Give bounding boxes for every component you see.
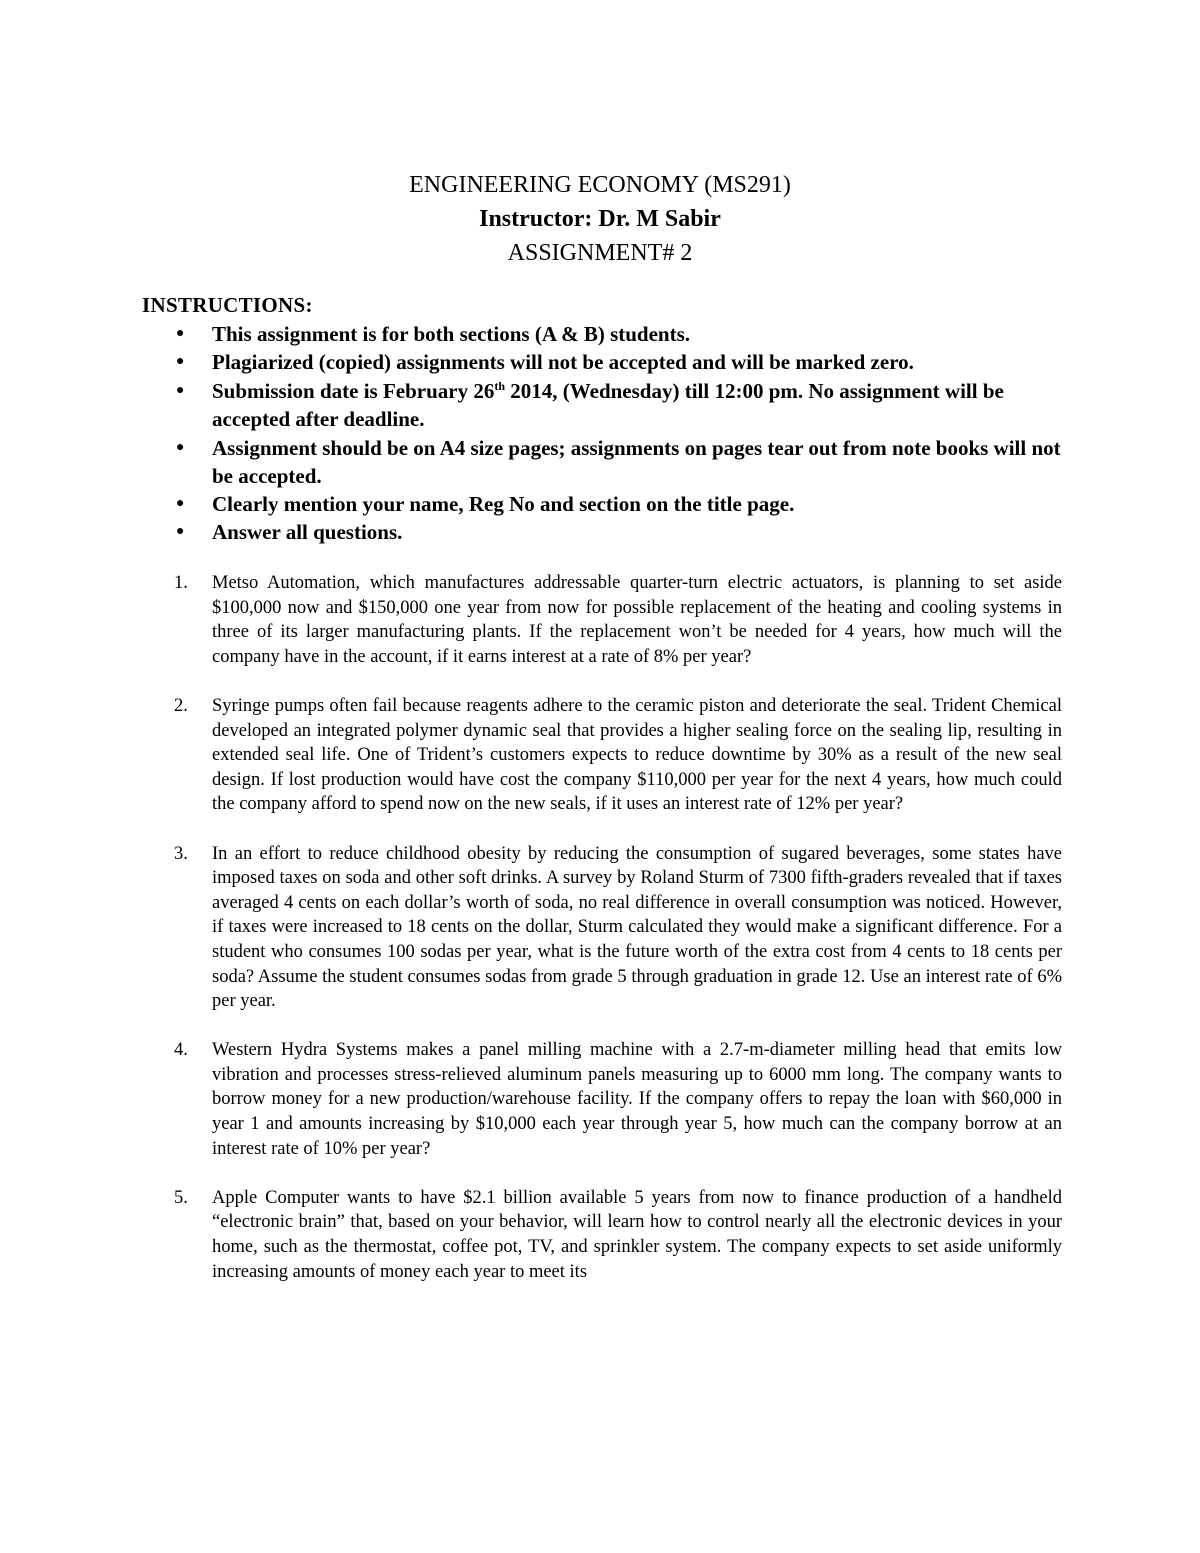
question-number: 2. bbox=[174, 695, 188, 716]
question-number: 4. bbox=[174, 1040, 188, 1061]
bullet-icon: ● bbox=[176, 496, 185, 511]
question-number: 1. bbox=[174, 573, 188, 593]
question-number: 5. bbox=[174, 1187, 188, 1208]
question-item bbox=[142, 1038, 1062, 1161]
instruction-text: Assignment should be on A4 size pages; assignments on pages tear out from note books will not be accepted. bbox=[212, 436, 1061, 488]
instruction-item bbox=[142, 320, 1062, 348]
bullet-icon: ● bbox=[176, 524, 185, 539]
question-item bbox=[142, 694, 1062, 817]
instruction-text-submission-date bbox=[212, 379, 1004, 431]
instructions-heading: INSTRUCTIONS: bbox=[142, 293, 313, 317]
question-item bbox=[142, 571, 1062, 669]
bullet-icon: ● bbox=[176, 354, 185, 369]
instruction-text: Plagiarized (copied) assignments will not be accepted and will be marked zero. bbox=[212, 350, 914, 374]
question-item bbox=[142, 1186, 1062, 1284]
date-ordinal-suffix: th bbox=[494, 379, 506, 393]
question-text: Western Hydra Systems makes a panel milling machine with a 2.7-m-diameter milling head that emits low vibration and processes stress-relieved aluminum panels measuring up to 6000 mm long. The company wants to borrow money for a new production/warehouse facility. If the company offers to repay the loan with $60,000 in year 1 and amounts increasing by $10,000 each year through year 5, how much can the company borrow at an interest rate of 10% per year? bbox=[212, 1040, 1062, 1159]
instruction-item bbox=[142, 490, 1062, 518]
question-number: 3. bbox=[174, 843, 188, 864]
question-text: Apple Computer wants to have $2.1 billion available 5 years from now to finance production of a handheld “electronic brain” that, based on your behavior, will learn how to control nearly all the electronic devices in your home, such as the thermostat, coffee pot, TV, and sprinkler system. The company expects to set aside uniformly increasing amounts of money each year to meet its bbox=[212, 1187, 1062, 1282]
submission-deadline-text: 2014, (Wednesday) till 12:00 pm. No assignment will be accepted after deadline. bbox=[212, 379, 1004, 431]
question-text: In an effort to reduce childhood obesity by reducing the consumption of sugared beverages, some states have imposed taxes on soda and other soft drinks. A survey by Roland Sturm of 7300 fifth-graders revealed that if taxes averaged 4 cents on each dollar’s worth of soda, no real difference in overall consumption was noticed. However, if taxes were increased to 18 cents on the dollar, Sturm calculated they would make a significant difference. For a student who consumes 100 sodas per year, what is the future worth of the extra cost from 4 cents to 18 cents per soda? Assume the student consumes sodas from grade 5 through graduation in grade 12. Use an interest rate of 6% per year. bbox=[212, 843, 1062, 1012]
instructor-line: Instructor: Dr. M Sabir bbox=[479, 206, 721, 232]
submission-date-text: Submission date is February 26 bbox=[212, 379, 495, 403]
instruction-text: Answer all questions. bbox=[212, 520, 403, 544]
bullet-icon: ● bbox=[176, 440, 185, 455]
questions-section bbox=[142, 571, 1062, 1309]
question-text: Metso Automation, which manufactures addressable quarter-turn electric actuators, is planning to set aside $100,000 now and $150,000 one year from now for possible replacement of the heating and cooling systems in three of its larger manufacturing plants. If the replacement won’t be needed for 4 years, how much will the company have in the account, if it earns interest at a rate of 8% per year? bbox=[212, 573, 1062, 667]
instruction-item bbox=[142, 518, 1062, 546]
instructions-list bbox=[142, 320, 1062, 546]
instruction-text: Clearly mention your name, Reg No and section on the title page. bbox=[212, 492, 795, 516]
instruction-item bbox=[142, 377, 1062, 433]
question-item bbox=[142, 842, 1062, 1014]
bullet-icon: ● bbox=[176, 326, 185, 341]
instruction-text: This assignment is for both sections (A & B) students. bbox=[212, 322, 691, 346]
bullet-icon: ● bbox=[176, 383, 185, 398]
question-text: Syringe pumps often fail because reagents adhere to the ceramic piston and deteriorate the seal. Trident Chemical developed an integrated polymer dynamic seal that provides a higher sealing force on the sealing lip, resulting in extended seal life. One of Trident’s customers expects to reduce downtime by 30% as a result of the new seal design. If lost production would have cost the company $110,000 per year for the next 4 years, how much could the company afford to spend now on the new seals, if it uses an interest rate of 12% per year? bbox=[212, 695, 1062, 815]
document-header bbox=[0, 168, 1200, 270]
assignment-title: ASSIGNMENT# 2 bbox=[507, 240, 693, 266]
course-title: ENGINEERING ECONOMY (MS291) bbox=[409, 172, 791, 198]
instruction-item bbox=[142, 348, 1062, 376]
instruction-item bbox=[142, 434, 1062, 490]
instructions-section bbox=[142, 292, 1062, 546]
